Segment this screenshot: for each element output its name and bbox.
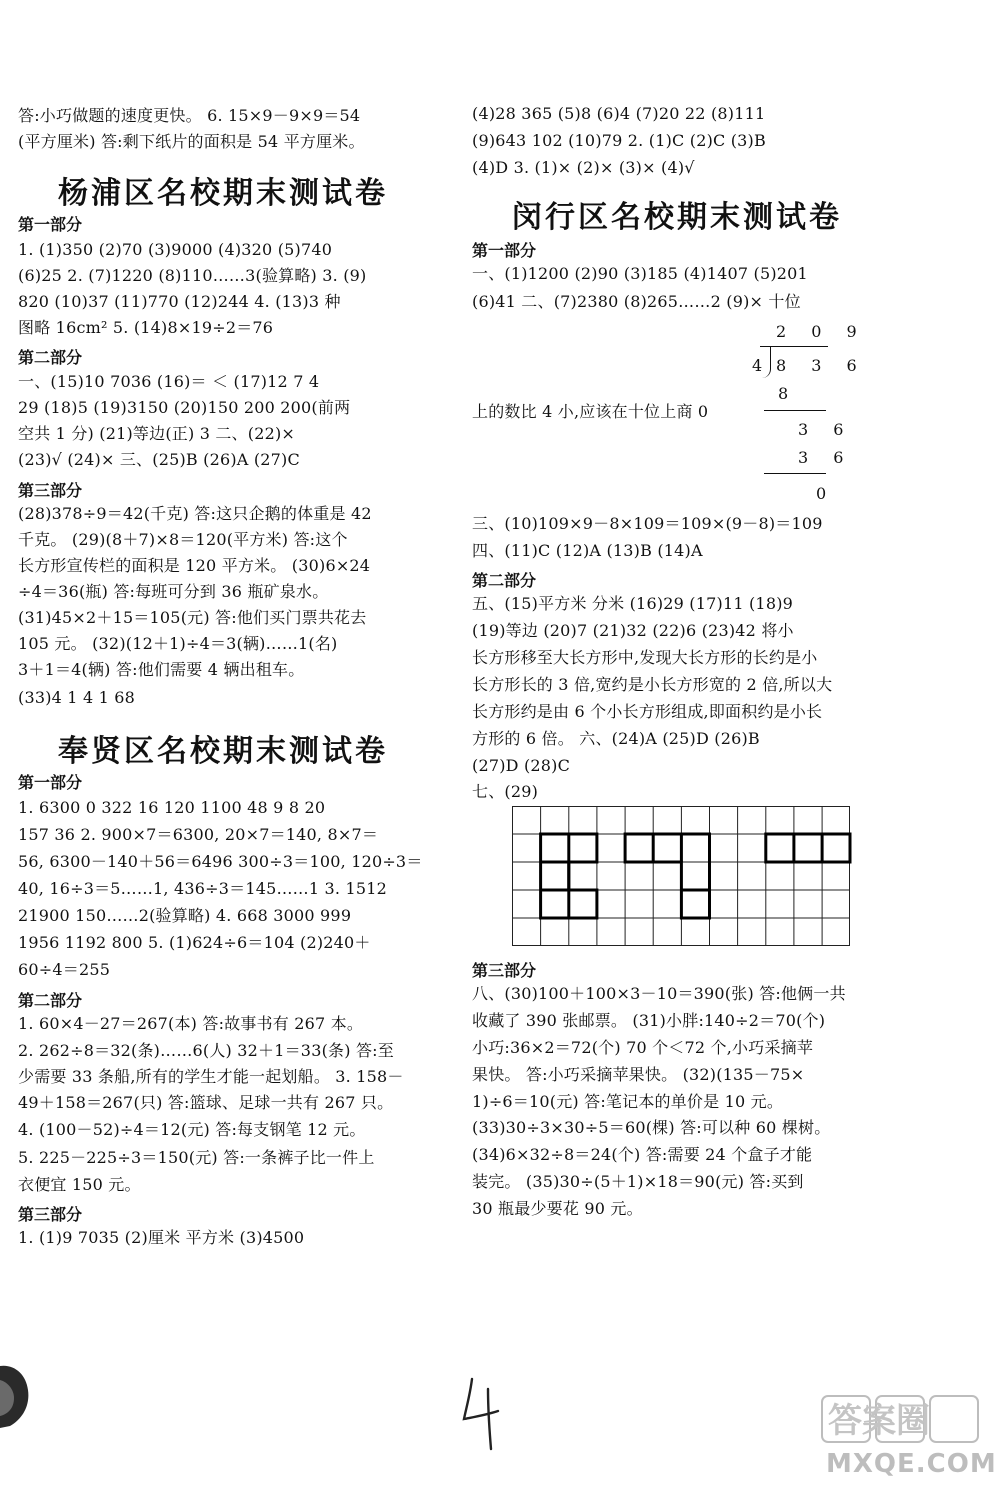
text-line: 空共 1 分) (21)等边(正) 3 二、(22)×: [18, 424, 296, 443]
text-line: (4)28 365 (5)8 (6)4 (7)20 22 (8)111: [472, 104, 766, 123]
text-line: (28)378÷9＝42(千克) 答:这只企鹅的体重是 42: [18, 504, 372, 523]
text-line: 衣便宜 150 元。: [18, 1175, 141, 1194]
division-line: [764, 410, 826, 411]
text-line: 820 (10)37 (11)770 (12)244 4. (13)3 种: [18, 292, 341, 311]
part-heading: 第一部分: [472, 241, 537, 260]
part-heading: 第三部分: [18, 1205, 83, 1224]
text-line: (33)30÷3×30÷5＝60(棵) 答:可以种 60 棵树。: [472, 1118, 831, 1137]
text-line: ÷4＝36(瓶) 答:每班可分到 36 瓶矿泉水。: [18, 582, 329, 601]
text-line: (4)D 3. (1)× (2)× (3)× (4)√: [472, 158, 695, 177]
text-line: (23)√ (24)× 三、(25)B (26)A (27)C: [18, 450, 300, 469]
text-line: (9)643 102 (10)79 2. (1)C (2)C (3)B: [472, 131, 766, 150]
text-line: 60÷4＝255: [18, 960, 111, 979]
text-line: 三、(10)109×9－8×109＝109×(9－8)＝109: [472, 514, 823, 533]
text-line: 157 36 2. 900×7＝6300, 20×7＝140, 8×7＝: [18, 825, 379, 844]
text-line: (27)D (28)C: [472, 756, 571, 775]
section-title-fengxian: 奉贤区名校期末测试卷: [58, 734, 388, 769]
text-line: 少需要 33 条船,所有的学生才能一起划船。 3. 158－: [18, 1067, 404, 1086]
part-heading: 第三部分: [472, 961, 537, 980]
text-line: (19)等边 (20)7 (21)32 (22)6 (23)42 将小: [472, 621, 794, 640]
answer-grid-figure: [512, 806, 854, 948]
text-line: 2. 262÷8＝32(条)……6(人) 32＋1＝33(条) 答:至: [18, 1041, 394, 1060]
text-line: (平方厘米) 答:剩下纸片的面积是 54 平方厘米。: [18, 132, 365, 151]
division-line: [764, 473, 826, 474]
text-line: 3＋1＝4(辆) 答:他们需要 4 辆出租车。: [18, 660, 305, 679]
text-line: (6)25 2. (7)1220 (8)110……3(验算略) 3. (9): [18, 266, 367, 285]
division-remainder: 0: [816, 484, 837, 503]
handwritten-page-number: [458, 1375, 508, 1455]
division-quotient: 2 0 9: [776, 322, 867, 341]
division-dividend: 8 3 6: [776, 356, 867, 375]
text-line: 1. (1)350 (2)70 (3)9000 (4)320 (5)740: [18, 240, 333, 259]
text-line: (34)6×32÷8＝24(个) 答:需要 24 个盒子才能: [472, 1145, 813, 1164]
text-line: 49＋158＝267(只) 答:篮球、足球一共有 267 只。: [18, 1093, 394, 1112]
part-heading: 第一部分: [18, 215, 83, 234]
text-line: 30 瓶最少要花 90 元。: [472, 1199, 643, 1218]
text-line: (33)4 1 4 1 68: [18, 688, 136, 707]
text-line: 1. 60×4－27＝267(本) 答:故事书有 267 本。: [18, 1014, 364, 1033]
text-line: 五、(15)平方米 分米 (16)29 (17)11 (18)9: [472, 594, 794, 613]
text-line: 长方形长的 3 倍,宽约是小长方形宽的 2 倍,所以大: [472, 675, 833, 694]
text-line: 21900 150……2(验算略) 4. 668 3000 999: [18, 906, 352, 925]
division-step: 3 6: [798, 448, 854, 467]
watermark-bottom-text: MXQE.COM: [826, 1449, 997, 1479]
division-divisor: 4: [752, 356, 773, 375]
text-line: 1)÷6＝10(元) 答:笔记本的单价是 10 元。: [472, 1092, 784, 1111]
text-line: 1. (1)9 7035 (2)厘米 平方米 (3)4500: [18, 1228, 305, 1247]
division-step: 3 6: [798, 420, 854, 439]
division-bracket: [762, 346, 771, 378]
part-heading: 第一部分: [18, 773, 83, 792]
text-line: 一、(15)10 7036 (16)＝ ＜ (17)12 7 4: [18, 372, 320, 391]
text-line: 40, 16÷3＝5……1, 436÷3＝145……1 3. 1512: [18, 879, 388, 898]
text-line: 长方形宣传栏的面积是 120 平方米。 (30)6×24: [18, 556, 371, 575]
text-line: 4. (100－52)÷4＝12(元) 答:每支钢笔 12 元。: [18, 1120, 366, 1139]
watermark-top-text: 答案圈: [828, 1401, 930, 1441]
part-heading: 第二部分: [18, 991, 83, 1010]
text-line: 千克。 (29)(8＋7)×8＝120(平方米) 答:这个: [18, 530, 348, 549]
text-line: 四、(11)C (12)A (13)B (14)A: [472, 541, 703, 560]
part-heading: 第三部分: [18, 481, 83, 500]
text-line: 收藏了 390 张邮票。 (31)小胖:140÷2＝70(个): [472, 1011, 826, 1030]
binding-shadow-mark: [0, 1360, 36, 1430]
section-title-yangpu: 杨浦区名校期末测试卷: [58, 176, 388, 211]
text-line: 1. 6300 0 322 16 120 1100 48 9 8 20: [18, 798, 326, 817]
text-line: 长方形约是由 6 个小长方形组成,即面积约是小长: [472, 702, 823, 721]
division-step: 8: [778, 384, 799, 403]
text-line: 5. 225－225÷3＝150(元) 答:一条裤子比一件上: [18, 1148, 375, 1167]
text-line: 装完。 (35)30÷(5＋1)×18＝90(元) 答:买到: [472, 1172, 804, 1191]
text-line: (6)41 二、(7)2380 (8)265……2 (9)× 十位: [472, 292, 801, 311]
text-line: 29 (18)5 (19)3150 (20)150 200 200(前两: [18, 398, 351, 417]
text-line: 长方形移至大长方形中,发现大长方形的长约是小: [472, 648, 818, 667]
part-heading: 第二部分: [18, 348, 83, 367]
part-heading: 第二部分: [472, 571, 537, 590]
text-line: 图略 16cm² 5. (14)8×19÷2＝76: [18, 318, 274, 337]
text-line: 果快。 答:小巧采摘苹果快。 (32)(135－75×: [472, 1065, 805, 1084]
text-line: 56, 6300－140＋56＝6496 300÷3＝100, 120÷3＝: [18, 852, 423, 871]
text-line: 105 元。 (32)(12＋1)÷4＝3(辆)……1(名): [18, 634, 338, 653]
grid-label: 七、(29): [472, 782, 539, 801]
section-title-minhang: 闵行区名校期末测试卷: [512, 200, 842, 235]
text-line: 一、(1)1200 (2)90 (3)185 (4)1407 (5)201: [472, 264, 808, 283]
text-line: 方形的 6 倍。 六、(24)A (25)D (26)B: [472, 729, 760, 748]
text-line: 答:小巧做题的速度更快。 6. 15×9－9×9＝54: [18, 106, 361, 125]
text-line: 上的数比 4 小,应该在十位上商 0: [472, 402, 709, 421]
text-line: 小巧:36×2＝72(个) 70 个＜72 个,小巧采摘苹: [472, 1038, 814, 1057]
text-line: 八、(30)100＋100×3－10＝390(张) 答:他俩一共: [472, 984, 846, 1003]
text-line: (31)45×2＋15＝105(元) 答:他们买门票共花去: [18, 608, 367, 627]
text-line: 1956 1192 800 5. (1)624÷6＝104 (2)240＋: [18, 933, 371, 952]
watermark-logo: [818, 1392, 998, 1482]
